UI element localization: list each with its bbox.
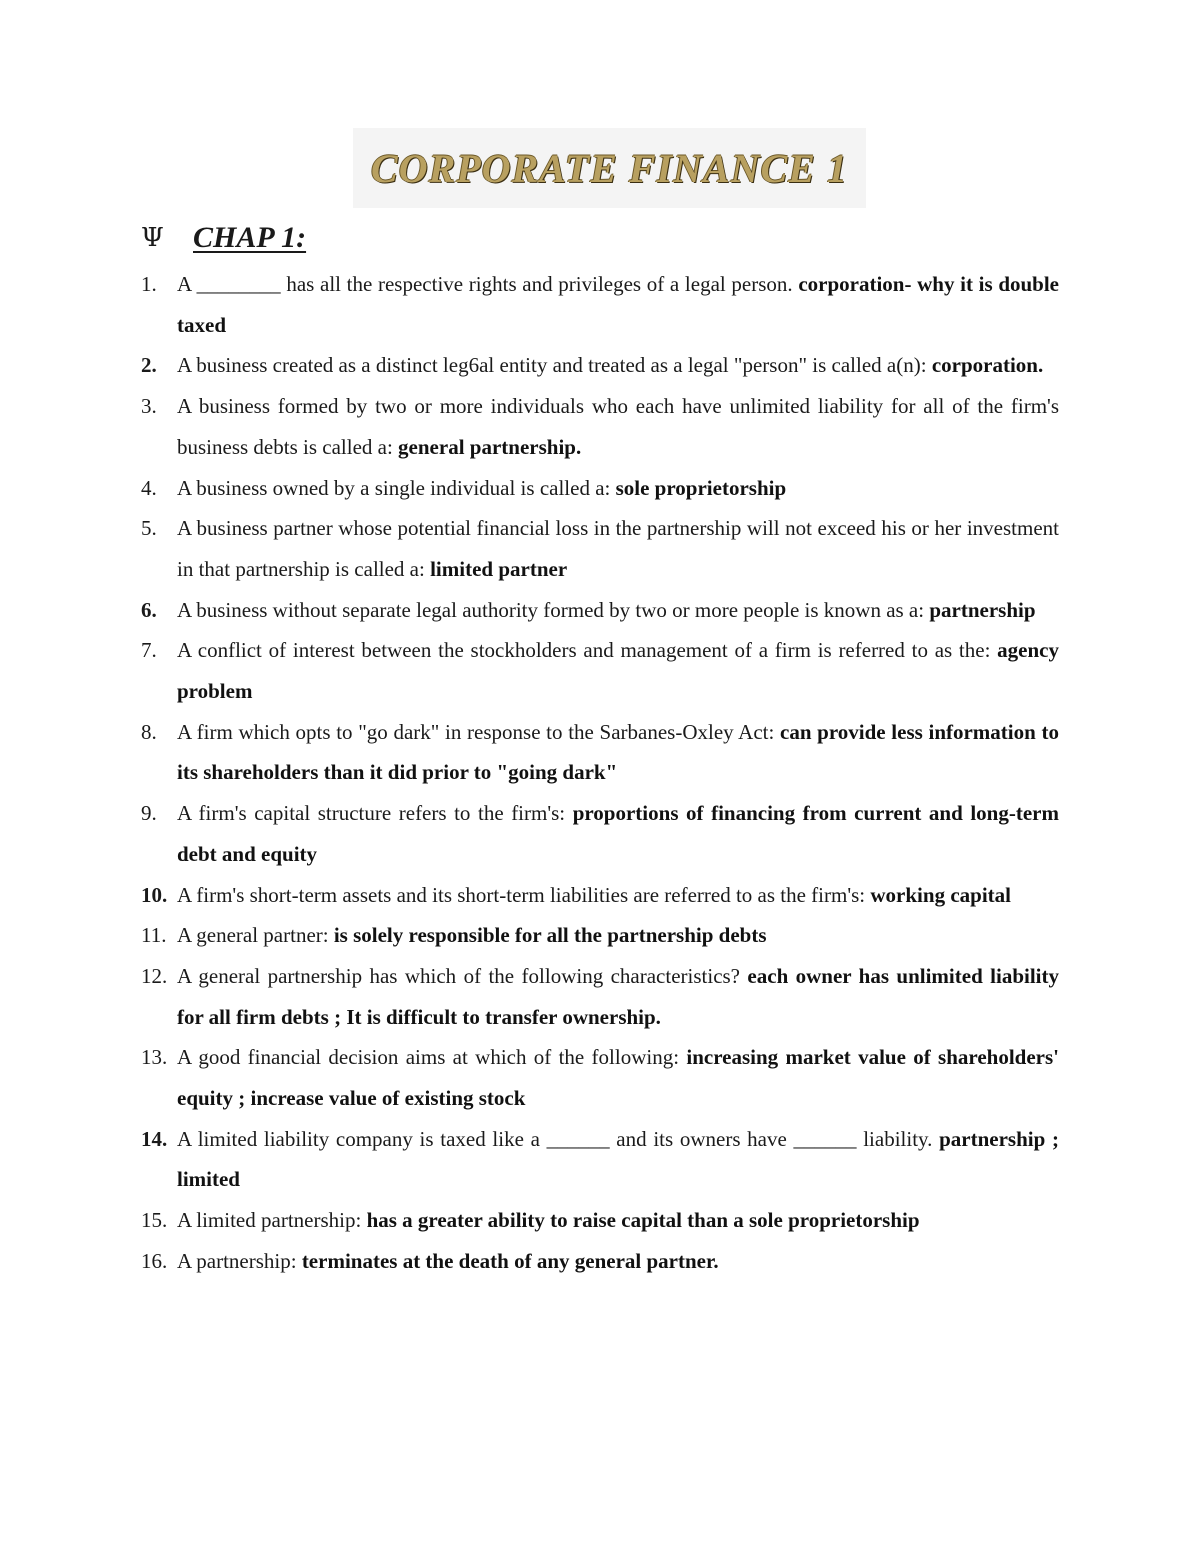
answer-text: increasing market value of shareholders' equity ; increase value of existing stock [177,1045,1060,1111]
page-title-banner [353,128,866,208]
question-text: A business created as a distinct leg6al entity and treated as a legal "person" is called a(n): [177,353,932,378]
question-number: 13. [141,1045,168,1070]
question-text: A business owned by a single individual is called a: [177,475,616,500]
question-text: A business partner whose potential financial loss in the partnership will not exceed his or her investment in that partnership is called a: [177,516,1059,581]
answer-text: sole proprietorship [615,475,787,500]
answer-text: has a greater ability to raise capital than a sole proprietorship [366,1208,920,1233]
answer-text: proportions of financing from current and long-term debt and equity [177,801,1059,866]
question-item [141,1200,1059,1241]
answer-text: working capital [870,882,1011,907]
question-item [141,793,1059,874]
question-number: 14. [141,1126,168,1151]
question-text: A limited liability company is taxed like a ______ and its owners have ______ liability. [177,1126,940,1151]
answer-text: limited partner [430,556,568,581]
question-item [141,956,1059,1037]
chapter-heading-row [141,216,306,260]
answer-text: can provide less information to its shareholders than it did prior to "going dark" [177,719,1059,785]
question-text: A conflict of interest between the stockholders and management of a firm is referred to as the: [177,638,998,663]
answer-text: is solely responsible for all the partnership debts [333,923,767,948]
question-item [141,1241,1059,1282]
question-number: 6. [141,597,157,622]
question-item [141,712,1059,793]
page-title: CORPORATE FINANCE 1 [371,145,848,191]
question-item [141,590,1059,631]
question-item [141,468,1059,509]
answer-text: corporation. [931,353,1044,378]
answer-text: corporation- why it is double taxed [177,272,1060,337]
question-number: 12. [141,963,168,988]
question-item [141,264,1059,345]
question-item [141,345,1059,386]
question-text: A good financial decision aims at which of the following: [177,1045,687,1070]
chapter-heading: CHAP 1: [193,221,307,254]
question-text: A general partnership has which of the following characteristics? [177,963,748,988]
answer-text: general partnership. [398,434,582,459]
question-text: A general partner: [177,923,334,948]
answer-text: partnership [929,597,1036,622]
question-number: 2. [141,353,157,378]
answer-text: partnership ; limited [177,1126,1059,1192]
question-number: 3. [141,394,157,419]
question-item [141,630,1059,711]
answer-text: agency problem [177,638,1059,704]
question-item [141,508,1059,589]
question-list [141,264,1059,1282]
question-number: 7. [141,638,157,663]
question-number: 11. [141,923,167,948]
question-text: A limited partnership: [177,1208,367,1233]
question-item [141,386,1059,467]
question-text: A firm which opts to "go dark" in response to the Sarbanes-Oxley Act: [177,719,780,744]
question-item [141,1119,1059,1200]
question-number: 16. [141,1248,168,1273]
question-number: 15. [141,1208,168,1233]
question-item [141,875,1059,916]
answer-text: terminates at the death of any general partner. [301,1248,719,1273]
question-text: A business formed by two or more individuals who each have unlimited liability for all of the firm's business debts is called a: [177,394,1059,459]
question-item [141,915,1059,956]
question-text: A ________ has all the respective rights and privileges of a legal person. [177,272,799,296]
question-number: 5. [141,516,157,541]
question-number: 4. [141,475,157,500]
question-number: 9. [141,801,157,826]
question-item [141,1037,1059,1118]
question-text: A firm's short-term assets and its short-term liabilities are referred to as the firm's: [177,882,871,907]
psi-bullet-icon: Ψ [141,223,164,253]
question-number: 1. [141,272,157,296]
question-text: A partnership: [177,1248,302,1273]
answer-text: each owner has unlimited liability for all firm debts ; It is difficult to transfer ownership. [177,963,1059,1029]
question-text: A business without separate legal authority formed by two or more people is known as a: [177,597,930,622]
question-number: 8. [141,719,157,744]
question-number: 10. [141,882,168,907]
question-text: A firm's capital structure refers to the firm's: [177,801,573,826]
